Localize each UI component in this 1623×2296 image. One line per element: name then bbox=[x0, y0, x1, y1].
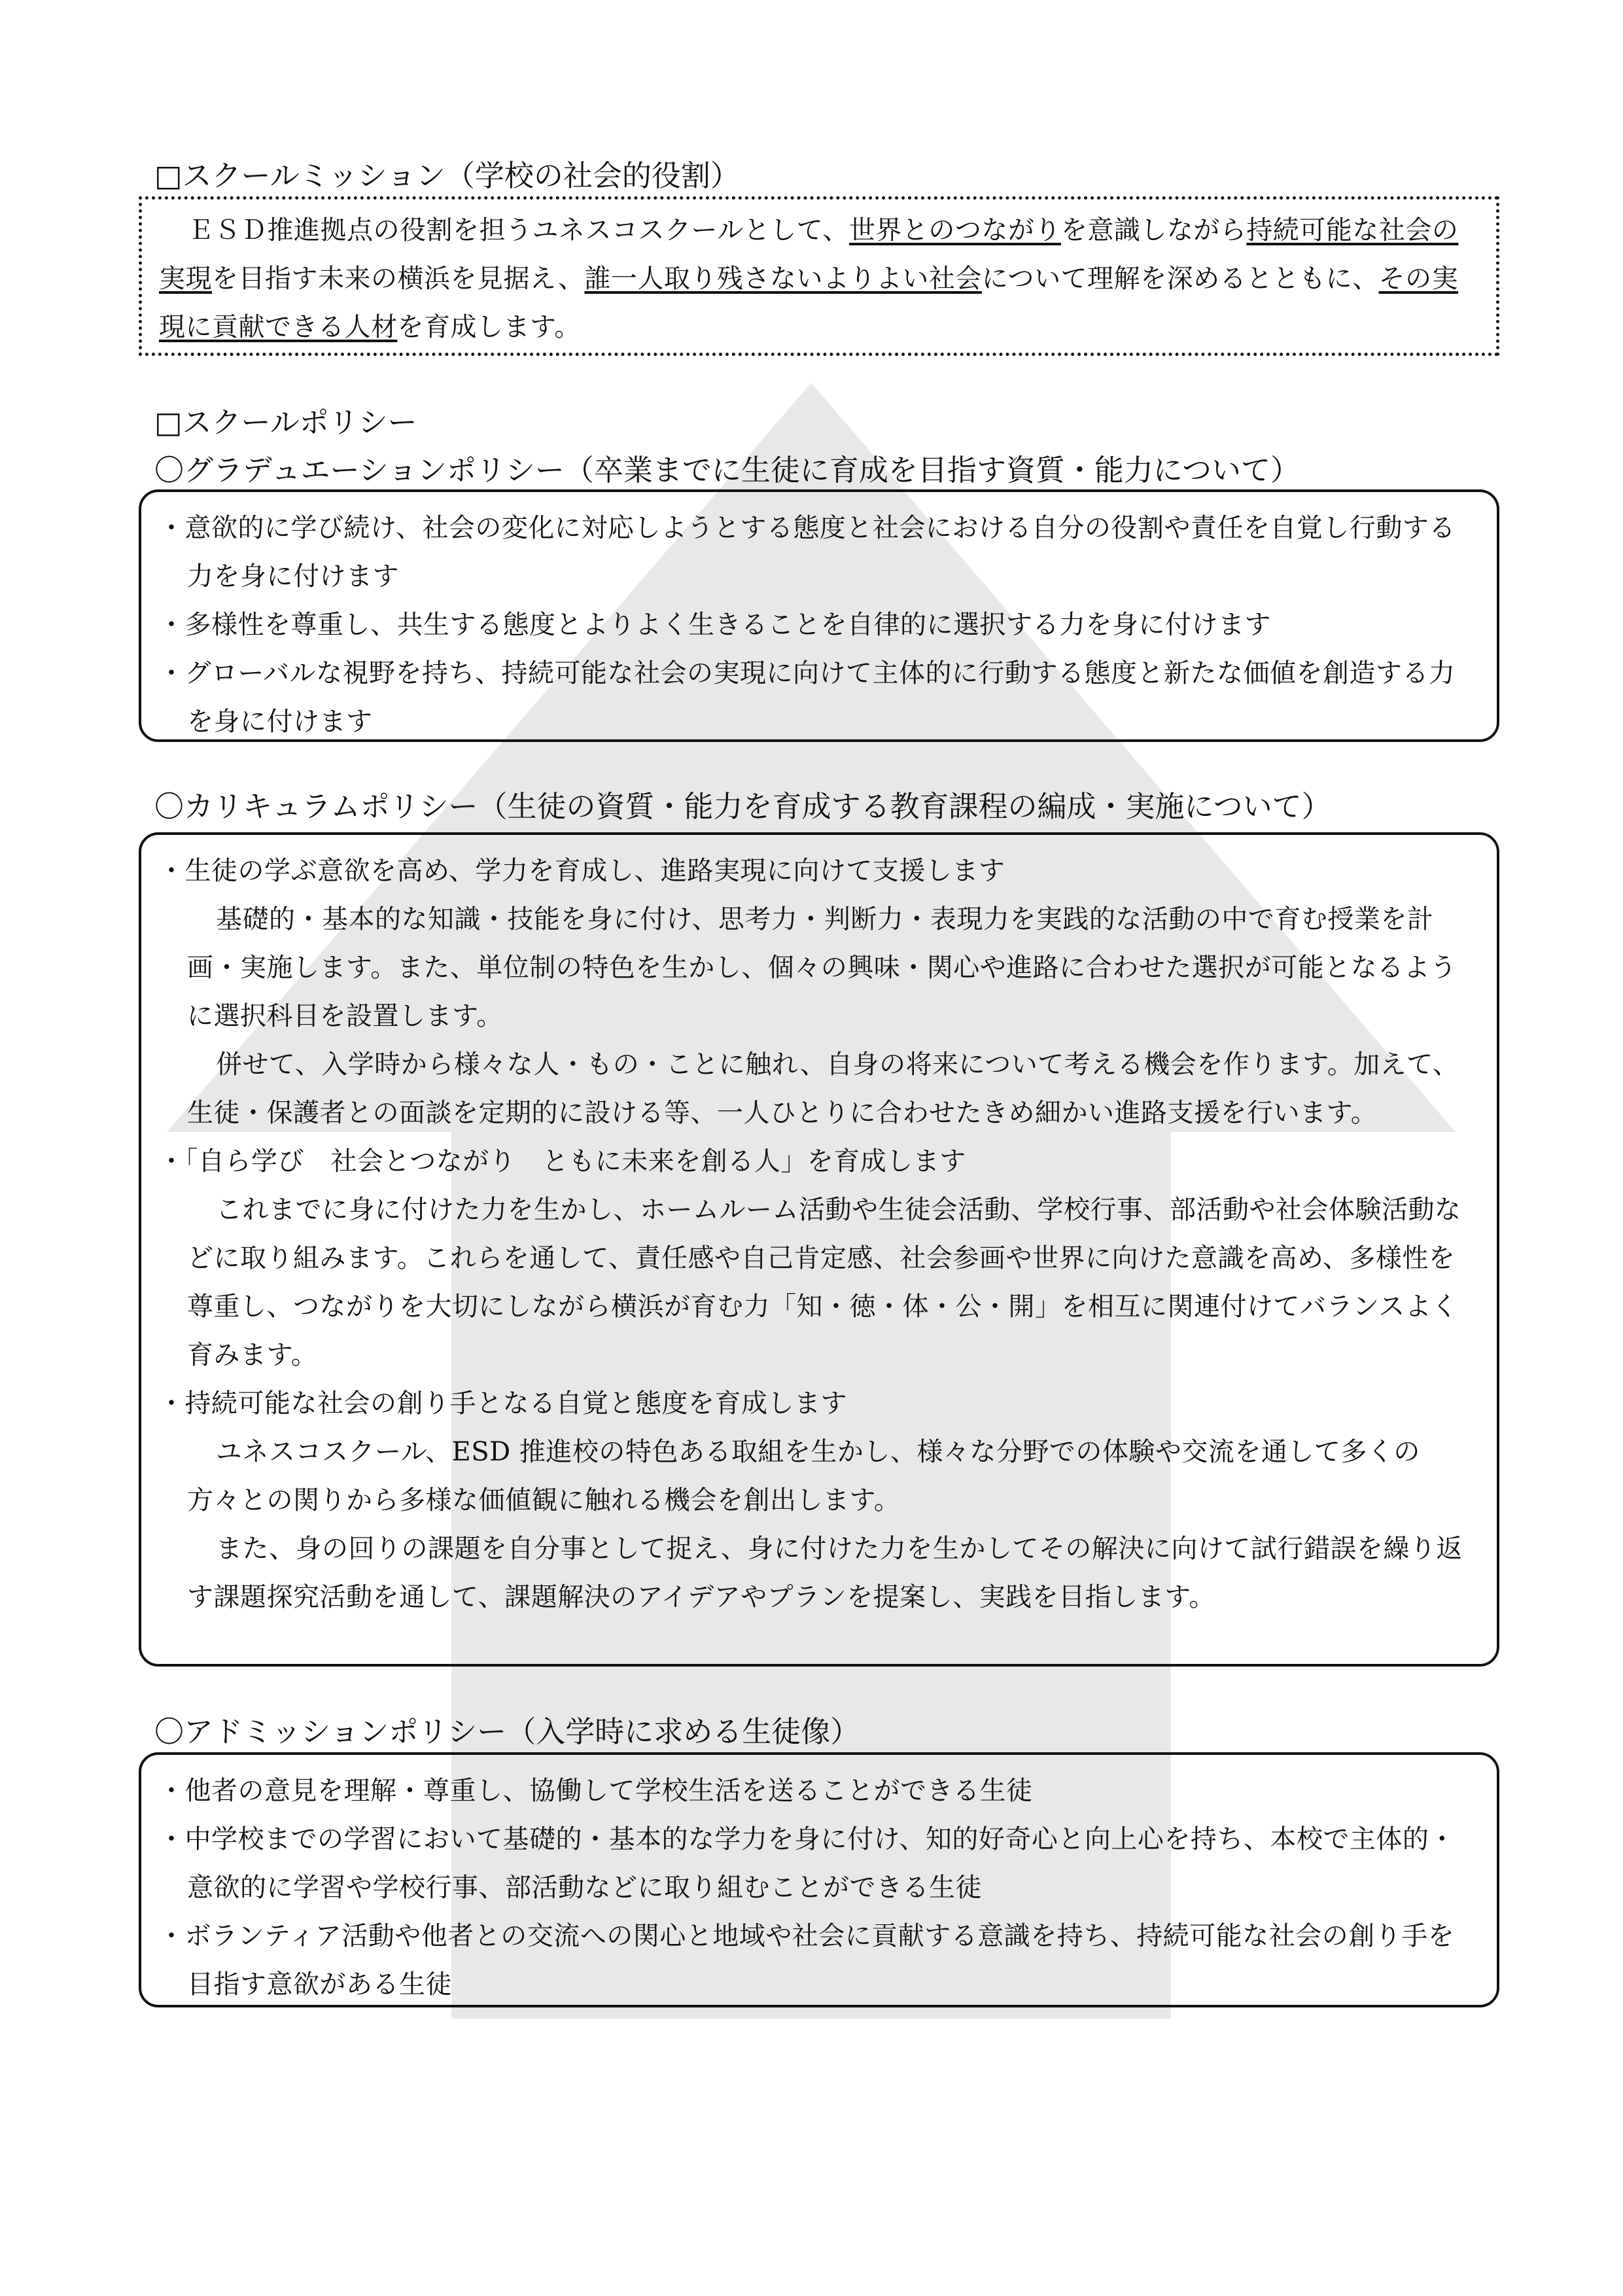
mission-text bbox=[159, 206, 1470, 351]
curriculum-bullet-item: ・持続可能な社会の創り手となる自覚と態度を育成します bbox=[158, 1388, 847, 1419]
mission-heading: □スクールミッション（学校の社会的役割） bbox=[154, 158, 740, 193]
mission-text-segment: ＥＳＤ推進拠点の役割を担うユネスコスクールとして、 bbox=[188, 215, 849, 245]
graduation-policy-heading: 〇グラデュエーションポリシー（卒業までに生徒に育成を目指す資質・能力について） bbox=[154, 453, 1300, 487]
mission-underlined-phrase: 世界とのつながり bbox=[848, 215, 1061, 245]
admission-policy-list bbox=[158, 1767, 1464, 2009]
curriculum-paragraph: また、身の回りの課題を自分事として捉え、身に付けた力を生かしてその解決に向けて試行錯誤を繰り返す課題探究活動を通して、課題解決のアイデアやプランを提案し、実践を目指します。 bbox=[187, 1534, 1463, 1612]
curriculum-policy-box bbox=[139, 832, 1499, 1667]
mission-underlined-phrase: 誰一人取り残さないよりよい社会 bbox=[584, 264, 982, 294]
mission-text-segment: を育成します。 bbox=[397, 312, 581, 342]
graduation-bullet-item: ・多様性を尊重し、共生する態度とよりよく生きることを自律的に選択する力を身に付けます bbox=[158, 610, 1271, 640]
mission-box bbox=[139, 196, 1499, 356]
admission-policy-heading: 〇アドミッションポリシー（入学時に求める生徒像） bbox=[154, 1714, 860, 1749]
curriculum-paragraph: これまでに身に付けた力を生かし、ホームルーム活動や生徒会活動、学校行事、部活動や社会体験活動などに取り組みます。これらを通して、責任感や自己肯定感、社会参画や世界に向けた意識を高め、多様性を尊重し、つながりを大切にしながら横浜が育む力「知・徳・体・公・開」を相互に関連付けてバランスよく育みます。 bbox=[187, 1195, 1461, 1370]
admission-policy-box bbox=[139, 1752, 1499, 2007]
graduation-policy-box bbox=[139, 489, 1499, 742]
graduation-bullet-item: ・グローバルな視野を持ち、持続可能な社会の実現に向けて主体的に行動する態度と新たな価値を創造する力を身に付けます bbox=[158, 658, 1456, 737]
mission-text-segment: について理解を深めるとともに、 bbox=[981, 264, 1379, 294]
graduation-bullet-item: ・意欲的に学び続け、社会の変化に対応しようとする態度と社会における自分の役割や責任を自覚し行動する力を身に付けます bbox=[158, 513, 1456, 592]
admission-bullet-item: ・中学校までの学習において基礎的・基本的な学力を身に付け、知的好奇心と向上心を持ち、本校で主体的・意欲的に学習や学校行事、部活動などに取り組むことができる生徒 bbox=[158, 1824, 1456, 1903]
mission-underlined-phrase: 持続可能な社会の実現 bbox=[159, 215, 1459, 294]
curriculum-paragraph: 基礎的・基本的な知識・技能を身に付け、思考力・判断力・表現力を実践的な活動の中で育む授業を計画・実施します。また、単位制の特色を生かし、個々の興味・関心や進路に合わせた選択が可能となるように選択科目を設置します。 bbox=[187, 904, 1457, 1031]
admission-bullet-item: ・他者の意見を理解・尊重し、協働して学校生活を送ることができる生徒 bbox=[158, 1776, 1033, 1806]
curriculum-policy-heading: 〇カリキュラムポリシー（生徒の資質・能力を育成する教育課程の編成・実施について） bbox=[154, 789, 1331, 824]
curriculum-bullet-item: ・生徒の学ぶ意欲を高め、学力を育成し、進路実現に向けて支援します bbox=[158, 856, 1005, 886]
mission-text-segment: を目指す未来の横浜を見据え、 bbox=[212, 264, 585, 294]
graduation-policy-list bbox=[158, 504, 1464, 746]
school-policy-heading: □スクールポリシー bbox=[154, 405, 417, 440]
curriculum-paragraph: 併せて、入学時から様々な人・もの・ことに触れ、自身の将来について考える機会を作ります。加えて、生徒・保護者との面談を定期的に設ける等、一人ひとりに合わせたきめ細かい進路支援を行います。 bbox=[187, 1050, 1459, 1128]
admission-bullet-item: ・ボランティア活動や他者との交流への関心と地域や社会に貢献する意識を持ち、持続可能な社会の創り手を目指す意欲がある生徒 bbox=[158, 1921, 1455, 2000]
curriculum-paragraph: ユネスコスクール、ESD 推進校の特色ある取組を生かし、様々な分野での体験や交流を通して多くの方々との関りから多様な価値観に触れる機会を創出します。 bbox=[187, 1437, 1420, 1515]
curriculum-policy-list bbox=[158, 847, 1464, 1621]
mission-underlined-phrase: その実現に貢献できる人材 bbox=[159, 264, 1459, 342]
mission-text-segment: を意識しながら bbox=[1060, 215, 1247, 245]
curriculum-bullet-item: ・「自ら学び 社会とつながり ともに未来を創る人」を育成します bbox=[158, 1146, 966, 1176]
